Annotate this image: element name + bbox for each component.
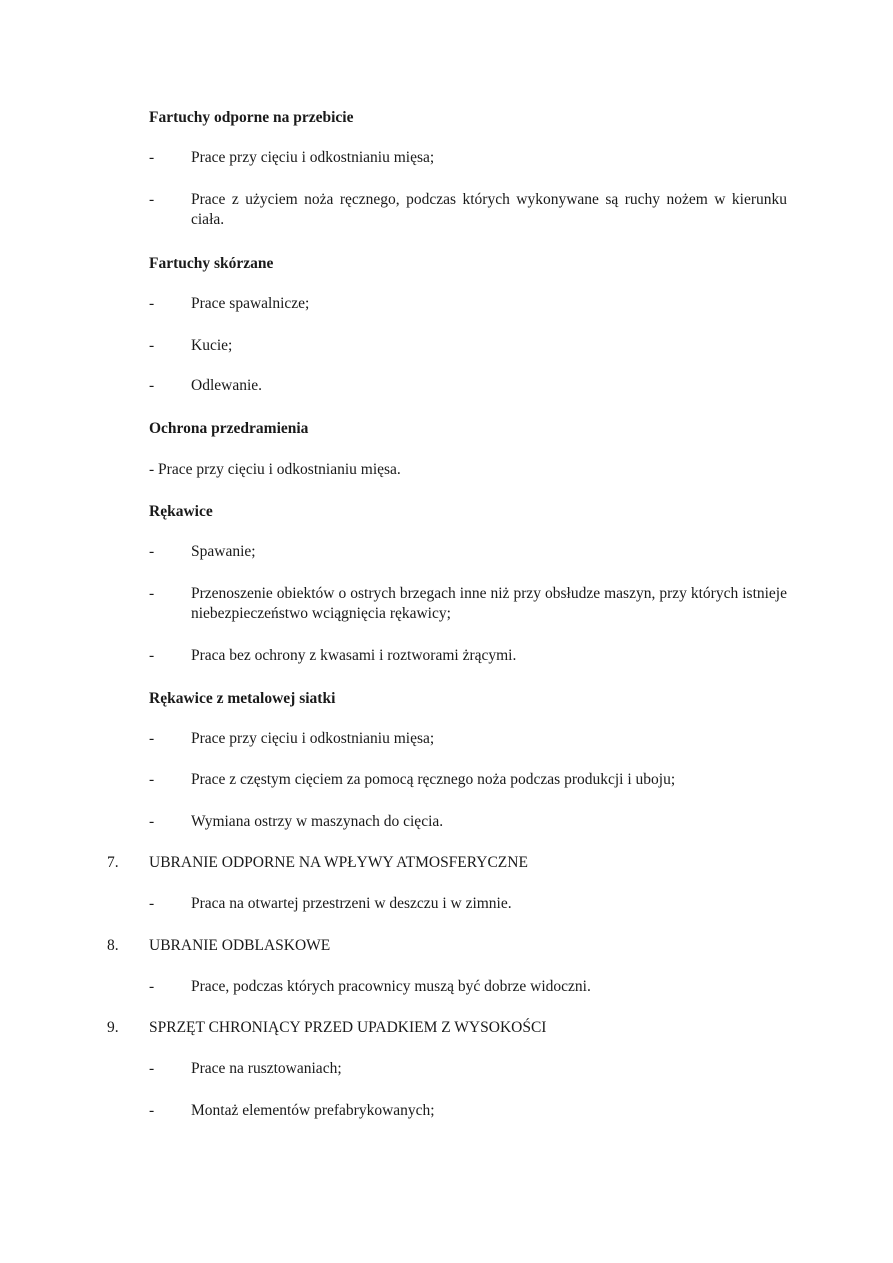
subheading-forearm-protection: Ochrona przedramienia [149, 420, 309, 437]
bullet-dash: - [149, 585, 155, 602]
subheading-puncture-aprons: Fartuchy odporne na przebicie [149, 109, 354, 126]
list-item-text: Prace przy cięciu i odkostnianiu mięsa; [191, 149, 435, 166]
list-item-text: Praca bez ochrony z kwasami i roztworami żrącymi. [191, 647, 517, 664]
list-item-text: Wymiana ostrzy w maszynach do cięcia. [191, 813, 444, 830]
list-item-text: Kucie; [191, 337, 233, 354]
list-item-text: Prace z częstym cięciem za pomocą ręcznego noża podczas produkcji i uboju; [191, 771, 676, 788]
section-title: UBRANIE ODBLASKOWE [149, 937, 331, 954]
list-item-text: Prace przy cięciu i odkostnianiu mięsa; [191, 730, 435, 747]
bullet-dash: - [149, 647, 155, 664]
bullet-dash: - [149, 813, 155, 830]
list-item-text: Montaż elementów prefabrykowanych; [191, 1102, 435, 1119]
section-number: 7. [107, 854, 119, 871]
bullet-dash: - [149, 730, 155, 747]
bullet-dash: - [149, 895, 155, 912]
list-item-text: Prace, podczas których pracownicy muszą być dobrze widoczni. [191, 978, 591, 995]
list-item-text: Praca na otwartej przestrzeni w deszczu i w zimnie. [191, 895, 512, 912]
bullet-dash: - [149, 543, 155, 560]
bullet-dash: - [149, 1060, 155, 1077]
bullet-dash: - [149, 295, 155, 312]
bullet-dash: - [149, 337, 155, 354]
bullet-dash: - [149, 1102, 155, 1119]
list-item-text: Przenoszenie obiektów o ostrych brzegach inne niż przy obsłudze maszyn, przy których istnieje niebezpieczeństwo wciągnięcia rękawicy; [191, 585, 787, 622]
bullet-dash: - [149, 377, 155, 394]
list-item-text: Prace z użyciem noża ręcznego, podczas których wykonywane są ruchy nożem w kierunku ciała. [191, 191, 787, 228]
bullet-dash: - [149, 771, 155, 788]
bullet-dash: - [149, 978, 155, 995]
section-number: 9. [107, 1019, 119, 1036]
list-item-text: Spawanie; [191, 543, 256, 560]
bullet-dash: - [149, 191, 155, 208]
subheading-leather-aprons: Fartuchy skórzane [149, 255, 274, 272]
section-number: 8. [107, 937, 119, 954]
section-title: SPRZĘT CHRONIĄCY PRZED UPADKIEM Z WYSOKOŚCI [149, 1019, 547, 1036]
section-title: UBRANIE ODPORNE NA WPŁYWY ATMOSFERYCZNE [149, 854, 528, 871]
list-item-text: Prace spawalnicze; [191, 295, 310, 312]
plain-list-line: - Prace przy cięciu i odkostnianiu mięsa. [149, 461, 401, 478]
list-item-text: Prace na rusztowaniach; [191, 1060, 342, 1077]
subheading-gloves: Rękawice [149, 503, 213, 520]
bullet-dash: - [149, 149, 155, 166]
subheading-metal-mesh-gloves: Rękawice z metalowej siatki [149, 690, 336, 707]
list-item-text: Odlewanie. [191, 377, 263, 394]
